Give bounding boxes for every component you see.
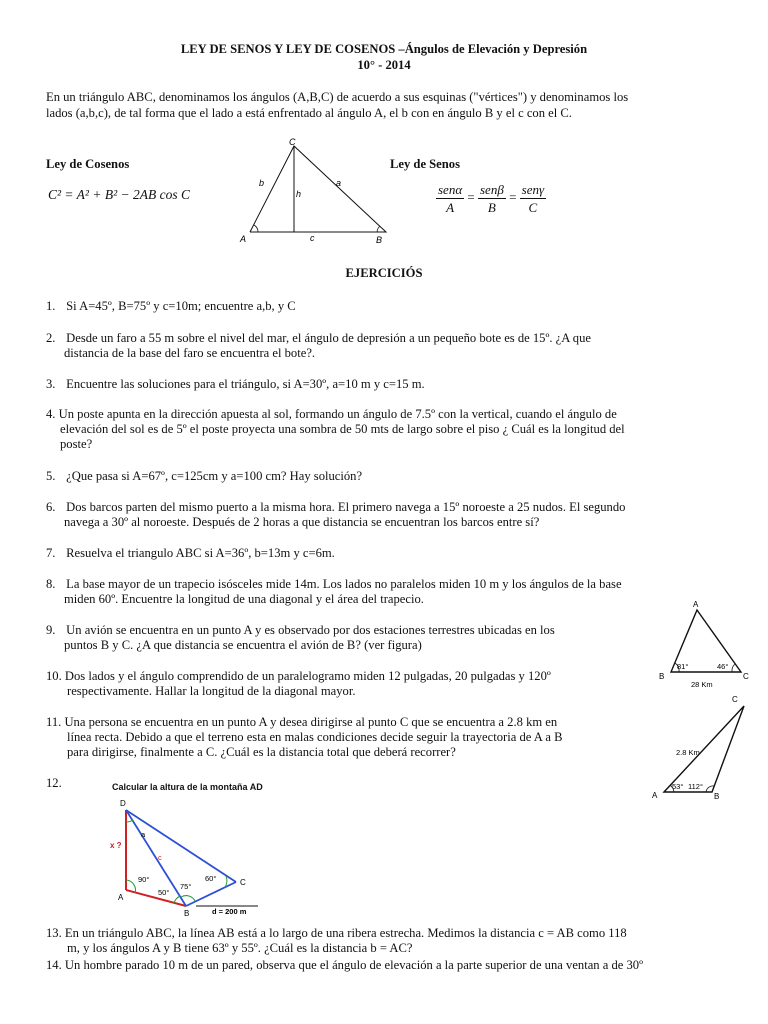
fig12-angle-90: 90°: [138, 875, 150, 884]
side-b-label: b: [259, 178, 265, 188]
fig12-label-D: D: [120, 799, 126, 808]
side-a-label: a: [336, 178, 342, 188]
figure-exercise-12: [108, 794, 268, 918]
fig12-angle-75: 75°: [180, 882, 192, 891]
fig12-arc-C: [225, 876, 227, 887]
exercise-4: 4. Un poste apunta en la dirección apuesta al sol, formando un ángulo de 7.5º con la vertical, cuando el ángulo de elevación del sol es de 5º el poste proyecta una sombra de 50 mts de largo sobre el piso ¿ Cuál es la longitud del poste?: [46, 407, 625, 451]
intro-line-1: En un triángulo ABC, denominamos los ángulos (A,B,C) de acuerdo a sus esquinas ("vértices") y denominamos los: [46, 90, 629, 104]
fig12-arc-D: [126, 820, 133, 822]
exercise-8: 8. La base mayor de un trapecio isósceles mide 14m. Los lados no paralelos miden 10 m y los ángulos de la base miden 60º. Encuentre la longitud de una diagonal y el área del trapecio.: [46, 577, 622, 606]
fig12-angle-50: 50°: [158, 888, 170, 897]
triangle-diagram: [236, 136, 396, 248]
vertex-C-label: C: [289, 137, 296, 147]
intro-line-2: lados (a,b,c), de tal forma que el lado a está enfrentado al ángulo A, el b con en ángulo B y el c con el C.: [46, 106, 572, 120]
fig9-label-C: C: [743, 672, 749, 681]
senos-frac-2: $\frac{\text{senβ}}{B}$: [480, 182, 504, 215]
exercise-11: 11. Una persona se encuentra en un punto A y desea dirigirse al punto C que se encuentra a 2.8 km en línea recta. Debido a que el terreno esta en malas condiciones decide seguir la trayectoria de A a B para dirigirse, finalmente a C. ¿Cuál es la distancia total que deberá recorrer?: [46, 715, 563, 759]
figure-exercise-9: [655, 596, 755, 692]
senos-frac-1: $\frac{\text{senα}}{A}$: [438, 182, 463, 215]
senos-label: Ley de Senos: [390, 157, 460, 171]
page-title: LEY DE SENOS Y LEY DE COSENOS –Ángulos de Elevación y Depresión: [180, 42, 588, 56]
exercise-6: 6. Dos barcos parten del mismo puerto a la misma hora. El primero navega a 15º noroeste a 25 nudos. El segundo navega a 30º al noroeste. Después de 2 horas a que distancia se encuentran los barcos entre sí?: [46, 500, 626, 529]
exercise-1: 1. Si A=45º, B=75º y c=10m; encuentre a,b, y C: [46, 299, 296, 313]
angle-arc-B: [377, 226, 380, 232]
fig11-side-label: 2.8 Km: [676, 748, 700, 757]
fig9-label-B: B: [659, 672, 665, 681]
exercise-3: 3. Encuentre las soluciones para el triángulo, si A=30º, a=10 m y c=15 m.: [46, 377, 425, 391]
fig11-label-C: C: [732, 695, 738, 704]
exercise-12: 12.: [46, 776, 62, 790]
exercise-13: 13. En un triángulo ABC, la línea AB está a lo largo de una ribera estrecha. Medimos la distancia c = AB como 118 m, y los ángulos A y B tiene 63º y 55º. ¿Cuál es la distancia b = AC?: [46, 926, 627, 955]
senos-frac-3: $\frac{\text{senγ}}{C}$: [521, 182, 545, 215]
figure-exercise-11: [648, 692, 756, 804]
exercise-9: 9. Un avión se encuentra en un punto A y es observado por dos estaciones terrestres ubicadas en los puntos B y C. ¿A que distancia se encuentra el avión de B? (ver figura): [46, 623, 555, 652]
fig11-label-A: A: [652, 791, 658, 800]
fig9-base-label: 28 Km: [691, 680, 713, 689]
fig12-label-C: C: [240, 878, 246, 887]
cosenos-formula: C² = A² + B² − 2AB cos C: [48, 187, 190, 202]
exercises-title: EJERCICIÓS: [345, 266, 423, 280]
senos-formula: $\frac{\text{senα}}{A}$ = $\frac{\text{senβ}}{B}$ = $\frac{\text{senγ}}{C}$: [438, 182, 545, 215]
fig11-angle-B: 112°: [688, 782, 703, 791]
height-h-label: h: [296, 189, 302, 199]
exercise-5: 5. ¿Que pasa si A=67º, c=125cm y a=100 cm? Hay solución?: [46, 469, 363, 483]
exercise-14: 14. Un hombre parado 10 m de un pared, observa que el ángulo de elevación a la parte superior de una ventan a de 30º: [46, 958, 644, 972]
fig12-title: Calcular la altura de la montaña AD: [112, 782, 263, 792]
fig9-angle-B: 81°: [677, 662, 689, 671]
vertex-B-label: B: [376, 235, 383, 245]
page-subtitle: 10° - 2014: [357, 58, 411, 72]
side-c-label: c: [310, 233, 315, 243]
exercise-7: 7. Resuelva el triangulo ABC si A=36º, b=13m y c=6m.: [46, 546, 335, 560]
fig11-angle-A: 53°: [672, 782, 684, 791]
angle-arc-A: [254, 225, 258, 232]
fig9-angle-C: 46°: [717, 662, 729, 671]
fig11-label-B: B: [714, 792, 720, 801]
fig12-arc-B1: [174, 896, 180, 903]
fig9-label-A: A: [693, 600, 699, 609]
fig12-label-A: A: [118, 893, 124, 902]
exercise-10: 10. Dos lados y el ángulo comprendido de un paralelogramo miden 12 pulgadas, 20 pulgadas y 120º respectivamente. Hallar la longitud de la diagonal mayor.: [46, 669, 551, 698]
fig12-label-B: B: [184, 909, 190, 918]
fig12-label-c: c: [158, 853, 162, 862]
cosenos-label: Ley de Cosenos: [46, 157, 130, 171]
fig12-label-a: a: [141, 830, 146, 839]
fig12-side-DC: [126, 810, 236, 882]
fig12-label-x: x ?: [110, 841, 122, 850]
vertex-A-label: A: [240, 234, 247, 244]
fig12-angle-60: 60°: [205, 874, 217, 883]
fig9-arc-C: [732, 664, 735, 672]
triangle-shape: [250, 146, 386, 232]
fig12-side-BC: [186, 882, 236, 906]
fig12-distance-label: d = 200 m: [212, 907, 247, 916]
exercise-2: 2. Desde un faro a 55 m sobre el nivel del mar, el ángulo de depresión a un pequeño bote es de 15º. ¿A que distancia de la base del faro se encuentra el bote?.: [46, 331, 591, 360]
